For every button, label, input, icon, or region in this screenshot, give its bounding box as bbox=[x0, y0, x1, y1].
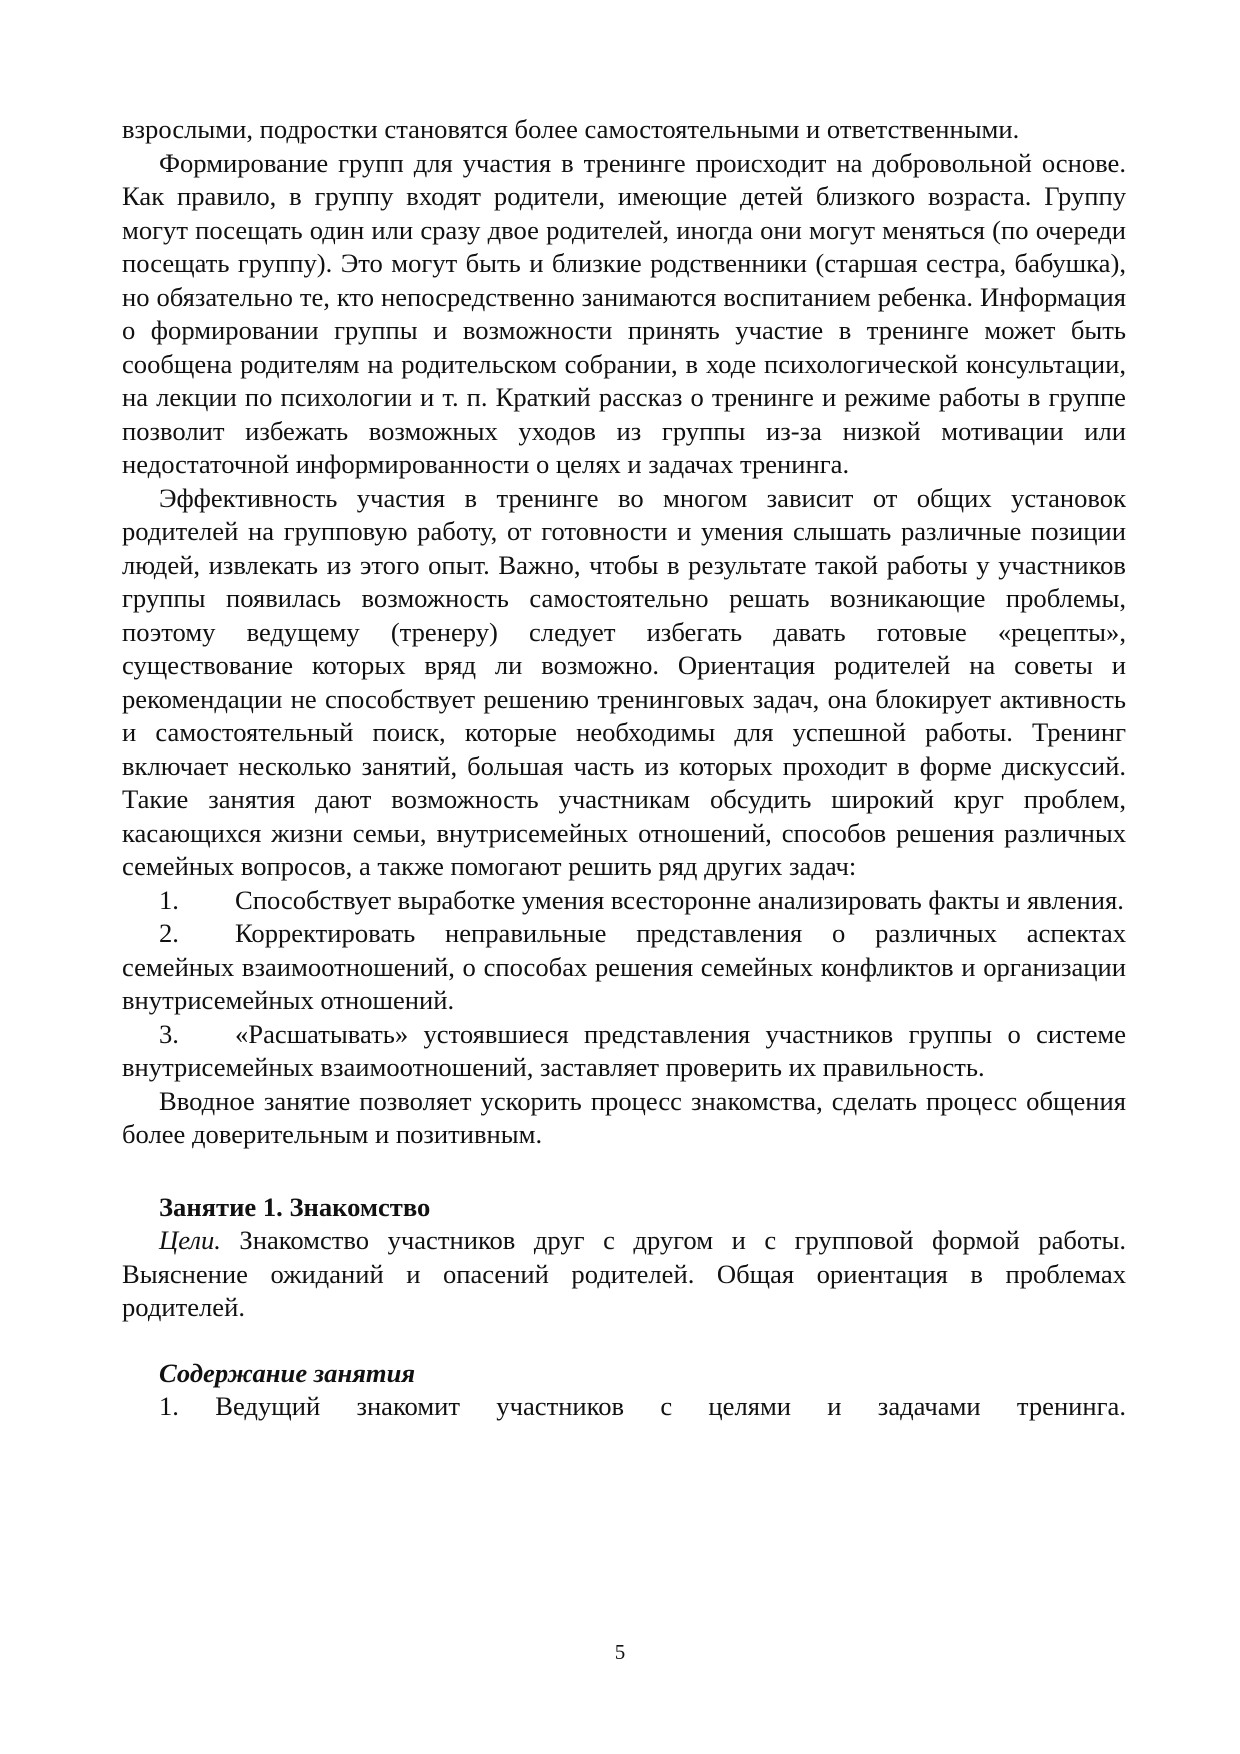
list-text: Способствует выработке умения всесторонне анализировать факты и явления. bbox=[235, 884, 1124, 915]
list-number: 1. bbox=[159, 884, 179, 915]
list-item bbox=[122, 1018, 1126, 1085]
lesson-step-1: 1. Ведущий знакомит участников с целями и задачами тренинга. bbox=[159, 1391, 1126, 1421]
list-text: «Расшатывать» устоявшиеся представления участников группы о системе внутрисемейных взаимоотношений, заставляет проверить их правильность. bbox=[122, 1018, 1126, 1082]
paragraph-continuation: взрослыми, подростки становятся более самостоятельными и ответственными. bbox=[122, 114, 1020, 144]
list-text: Корректировать неправильные представления о различных аспектах семейных взаимоотношений, о способах решения семейных конфликтов и организации внутрисемейных отношений. bbox=[122, 918, 1126, 1015]
paragraph-group-formation: Формирование групп для участия в тренинге происходит на добровольной основе. Как правило, в группу входят родители, имеющие детей близкого возраста. Группу могут посещать один или сразу двое родителей, иногда они могут меняться (по очереди посещать группу). Это могут быть и близкие родственники (старшая сестра, бабушка), но обязательно те, кто непосредственно занимаются воспитанием ребенка. Информация о формировании группы и возможности принять участие в тренинге может быть сообщена родителям на родительском собрании, в ходе психологической консультации, на лекции по психологии и т. п. Краткий рассказ о тренинге и режиме работы в группе позволит избежать возможных уходов из группы из-за низкой мотивации или недостаточной информированности о целях и задачах тренинга. bbox=[122, 147, 1126, 479]
list-number: 3. bbox=[159, 1018, 179, 1049]
document-page bbox=[122, 113, 1126, 1424]
list-item bbox=[122, 884, 1126, 918]
lesson-goals bbox=[122, 1224, 1126, 1325]
lesson-heading: Занятие 1. Знакомство bbox=[159, 1191, 431, 1222]
goals-text: Знакомство участников друг с другом и с групповой формой работы. Выяснение ожиданий и опасений родителей. Общая ориентация в проблемах родителей. bbox=[122, 1225, 1126, 1322]
paragraph-effectiveness: Эффективность участия в тренинге во многом зависит от общих установок родителей на групповую работу, от готовности и умения слышать различные позиции людей, извлекать из этого опыт. Важно, чтобы в результате такой работы у участников группы появилась возможность самостоятельно решать возникающие проблемы, поэтому ведущему (тренеру) следует избегать давать готовые «рецепты», существование которых вряд ли возможно. Ориентация родителей на советы и рекомендации не способствует решению тренинговых задач, она блокирует активность и самостоятельный поиск, которые необходимы для успешной работы. Тренинг включает несколько занятий, большая часть из которых проходит в форме дискуссий. Такие занятия дают возможность участникам обсудить широкий круг проблем, касающихся жизни семьи, внутрисемейных отношений, способов решения различных семейных вопросов, а также помогают решить ряд других задач: bbox=[122, 482, 1126, 881]
content-heading: Содержание занятия bbox=[159, 1357, 416, 1388]
paragraph-intro-lesson: Вводное занятие позволяет ускорить процесс знакомства, сделать процесс общения более доверительным и позитивным. bbox=[122, 1085, 1126, 1149]
page-number: 5 bbox=[614, 1640, 626, 1664]
goals-label: Цели. bbox=[159, 1225, 221, 1255]
list-number: 2. bbox=[159, 918, 179, 948]
list-item bbox=[122, 917, 1126, 1018]
